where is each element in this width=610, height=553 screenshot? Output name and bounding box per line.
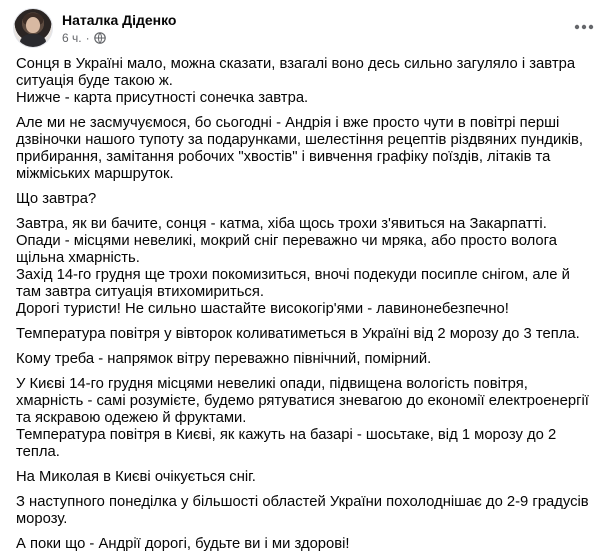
post-subline [62,30,176,46]
globe-icon[interactable] [94,32,106,44]
author-avatar[interactable] [13,8,53,48]
post-paragraph-9: З наступного понеділка у більшості областей України похолоднішає до 2-9 градусів морозу. [16,494,589,527]
post-meta [62,11,176,46]
post-paragraph-4: Завтра, як ви бачите, сонця - катма, хіба щось трохи з'явиться на Закарпатті. Опади - місцями невеликі, мокрий сніг переважно чи мряка, або просто волога щільна хмарність. Захід 14-го грудня ще трохи покомизиться, вночі подекуди посипле снігом, але й там завтра ситуація втихомириться. Дорогі туристи! Не сильно шастайте високогір'ями - лавинонебезпечно! [16,216,570,317]
post-paragraph-1: Сонця в Україні мало, можна сказати, взагалі воно десь сильно загуляло і завтра ситуація буде такою ж. Нижче - карта присутності сонечка завтра. [16,56,576,106]
post-paragraph-3: Що завтра? [16,191,97,207]
post-time[interactable]: 6 ч. [62,30,82,45]
more-options-icon[interactable] [570,13,598,41]
post-paragraph-5: Температура повітря у вівторок коливатиметься в Україні від 2 морозу до 3 тепла. [16,326,580,342]
post-text [16,56,596,553]
post-paragraph-10: А поки що - Андрії дорогі, будьте ви і ми здорові! [16,536,350,552]
post-paragraph-6: Кому треба - напрямок вітру переважно північний, помірний. [16,351,432,367]
post-paragraph-8: На Миколая в Києві очікується сніг. [16,469,256,485]
meta-separator: · [85,30,90,45]
post-paragraph-2: Але ми не засмучуємося, бо сьогодні - Андрія і вже просто чути в повітрі перші дзвіночки нашого тупоту за подарунками, шелестіння рецептів різдвяних пундиків, прибирання, замітання робочих "хвостів" і вивчення графіку поїздів, літаків та міжміських маршруток. [16,115,583,182]
author-name[interactable]: Наталка Діденко [62,11,177,28]
avatar-face [26,17,40,33]
post-header [13,8,176,48]
avatar-body [20,34,46,48]
post-paragraph-7: У Києві 14-го грудня місцями невеликі опади, підвищена вологість повітря, хмарність - самі розумієте, будемо рятуватися зневагою до економії електроенергії та яскравою одежею й фруктами. Температура повітря в Києві, як кажуть на базарі - шосьтаке, від 1 морозу до 2 тепла. [16,376,589,460]
